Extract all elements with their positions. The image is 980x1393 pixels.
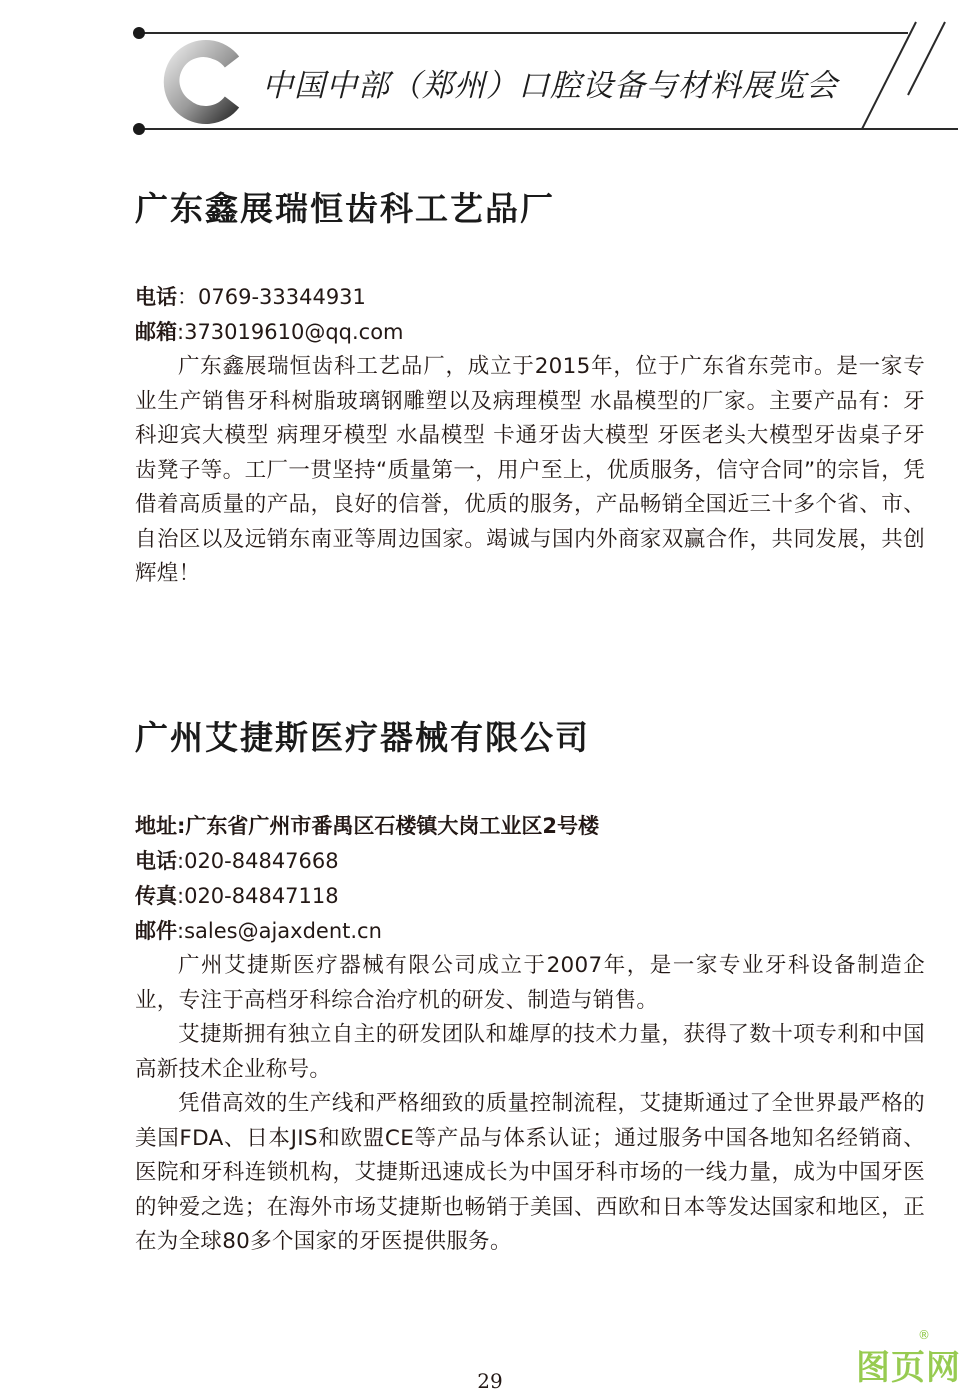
contact-value: 0769-33344931 [198,285,366,309]
contact-value: sales@ajaxdent.cn [184,919,382,943]
page-header [0,0,980,150]
contact-email [135,914,925,949]
contact-separator: ： [177,285,198,309]
watermark-logo: 图页网 [856,1348,961,1388]
company-section [135,712,925,1260]
top-rule-dot [133,27,145,39]
contact-phone [135,280,925,315]
contact-address: 地址:广东省广州市番禺区石楼镇大岗工业区2号楼 [135,814,600,838]
contact-fax [135,879,925,914]
company-description: 广东鑫展瑞恒齿科工艺品厂，成立于2015年，位于广东省东莞市。是一家专业生产销售牙科树脂玻璃钢雕塑以及病理模型 水晶模型的厂家。主要产品有：牙科迎宾大模型 病理牙模型 水晶模型 卡通牙齿大模型 牙医老头大模型牙齿桌子牙齿凳子等。工厂一贯坚持“质量第一，用户至上，优质服务，信守合同”的宗旨，凭借着高质量的产品，良好的信誉，优质的服务，产品畅销全国近三十多个省、市、自治区以及远销东南亚等周边国家。竭诚与国内外商家双赢合作，共同发展，共创辉煌！ [135,354,925,586]
company-section [135,183,925,592]
registered-mark: ® [918,1328,930,1342]
contact-separator: : [177,849,185,873]
contact-email [135,315,925,350]
company-description: 广州艾捷斯医疗器械有限公司成立于2007年，是一家专业牙科设备制造企业，专注于高档牙科综合治疗机的研发、制造与销售。 [135,953,925,1013]
contact-label: 电话 [135,849,177,873]
contact-separator: : [177,919,185,943]
contact-label: 邮箱 [135,320,177,344]
company-description: 艾捷斯拥有独立自主的研发团队和雄厚的技术力量，获得了数十项专利和中国高新技术企业称号。 [135,1022,925,1082]
company-description: 凭借高效的生产线和严格细致的质量控制流程，艾捷斯通过了全世界最严格的美国FDA、日本JIS和欧盟CE等产品与体系认证；通过服务中国各地知名经销商、医院和牙科连锁机构，艾捷斯迅速成长为中国牙科市场的一线力量，成为中国牙医的钟爱之选；在海外市场艾捷斯也畅销于美国、西欧和日本等发达国家和地区，正在为全球80多个国家的牙医提供服务。 [135,1091,925,1254]
contact-phone [135,844,925,879]
page-number: 29 [477,1369,503,1393]
exhibition-title: 中国中部（郑州）口腔设备与材料展览会 [262,68,838,104]
contact-list [135,280,925,350]
bottom-rule-dot [133,123,145,135]
contact-value: 020-84847118 [184,884,339,908]
company-name: 广东鑫展瑞恒齿科工艺品厂 [135,189,555,228]
contact-separator: : [177,320,185,344]
contact-separator: : [177,884,185,908]
company-name: 广州艾捷斯医疗器械有限公司 [135,718,590,757]
contact-label: 电话 [135,285,177,309]
c-logo-icon [173,49,232,115]
contact-label: 邮件 [135,919,177,943]
contact-value: 020-84847668 [184,849,339,873]
contact-value: 373019610@qq.com [184,320,404,344]
contact-label: 传真 [135,884,177,908]
contact-list [135,809,925,949]
